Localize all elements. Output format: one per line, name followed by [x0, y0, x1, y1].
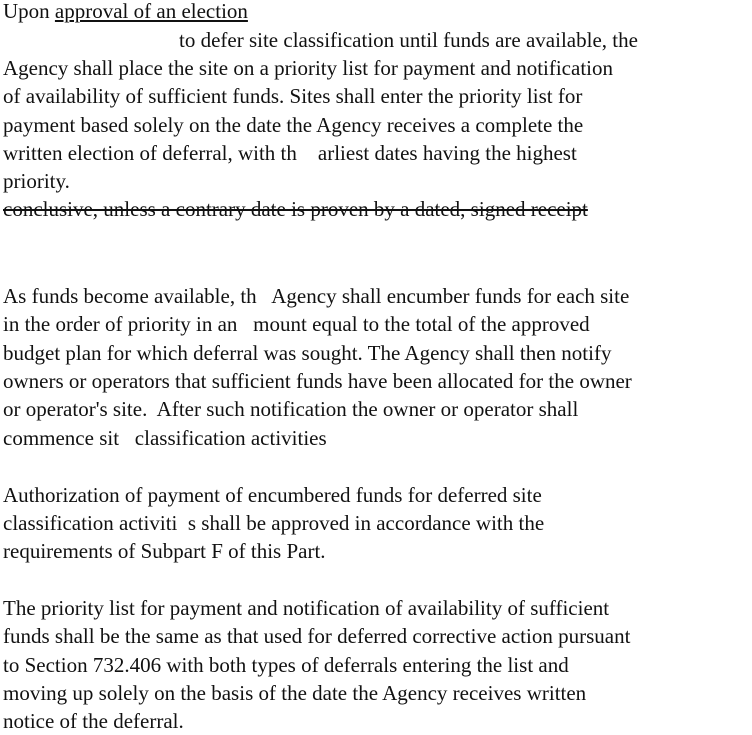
text-line: of availability of sufficient funds. Sites shall enter the priority list for [3, 84, 583, 108]
text-line: owners or operators that sufficient funds have been allocated for the owner [3, 369, 632, 393]
text-line: commence sit classification activities [3, 426, 327, 450]
text-lead: Upon [3, 0, 55, 23]
text-line: in the order of priority in an mount equal to the total of the approved [3, 312, 590, 336]
text-line: to defer site classification until funds are available, the [179, 28, 638, 52]
text-line: Agency shall place the site on a priority list for payment and notification [3, 56, 613, 80]
text-line: to Section 732.406 with both types of deferrals entering the list and [3, 653, 569, 677]
text-line: budget plan for which deferral was sought. The Agency shall then notify [3, 341, 612, 365]
text-line: payment based solely on the date the Agency receives a complete the [3, 113, 584, 137]
text-line: or operator's site. After such notification the owner or operator shall [3, 397, 579, 421]
text-line: Authorization of payment of encumbered funds for deferred site [3, 483, 542, 507]
text-line: moving up solely on the basis of the date the Agency receives written [3, 681, 587, 705]
text-line: notice of the deferral. [3, 709, 184, 733]
text-line: written election of deferral, with th arliest dates having the highest [3, 141, 577, 165]
text-line: requirements of Subpart F of this Part. [3, 539, 326, 563]
text-line: funds shall be the same as that used for deferred corrective action pursuant [3, 624, 631, 648]
text-line: classification activiti s shall be approved in accordance with the [3, 511, 545, 535]
text-line [3, 0, 248, 25]
text-line: priority. [3, 169, 70, 193]
text-line: As funds become available, th Agency shall encumber funds for each site [3, 284, 630, 308]
struck-text-line: conclusive, unless a contrary date is proven by a dated, signed receipt [3, 197, 588, 221]
text-line: The priority list for payment and notification of availability of sufficient [3, 596, 610, 620]
underlined-text: approval of an election [54, 0, 248, 23]
